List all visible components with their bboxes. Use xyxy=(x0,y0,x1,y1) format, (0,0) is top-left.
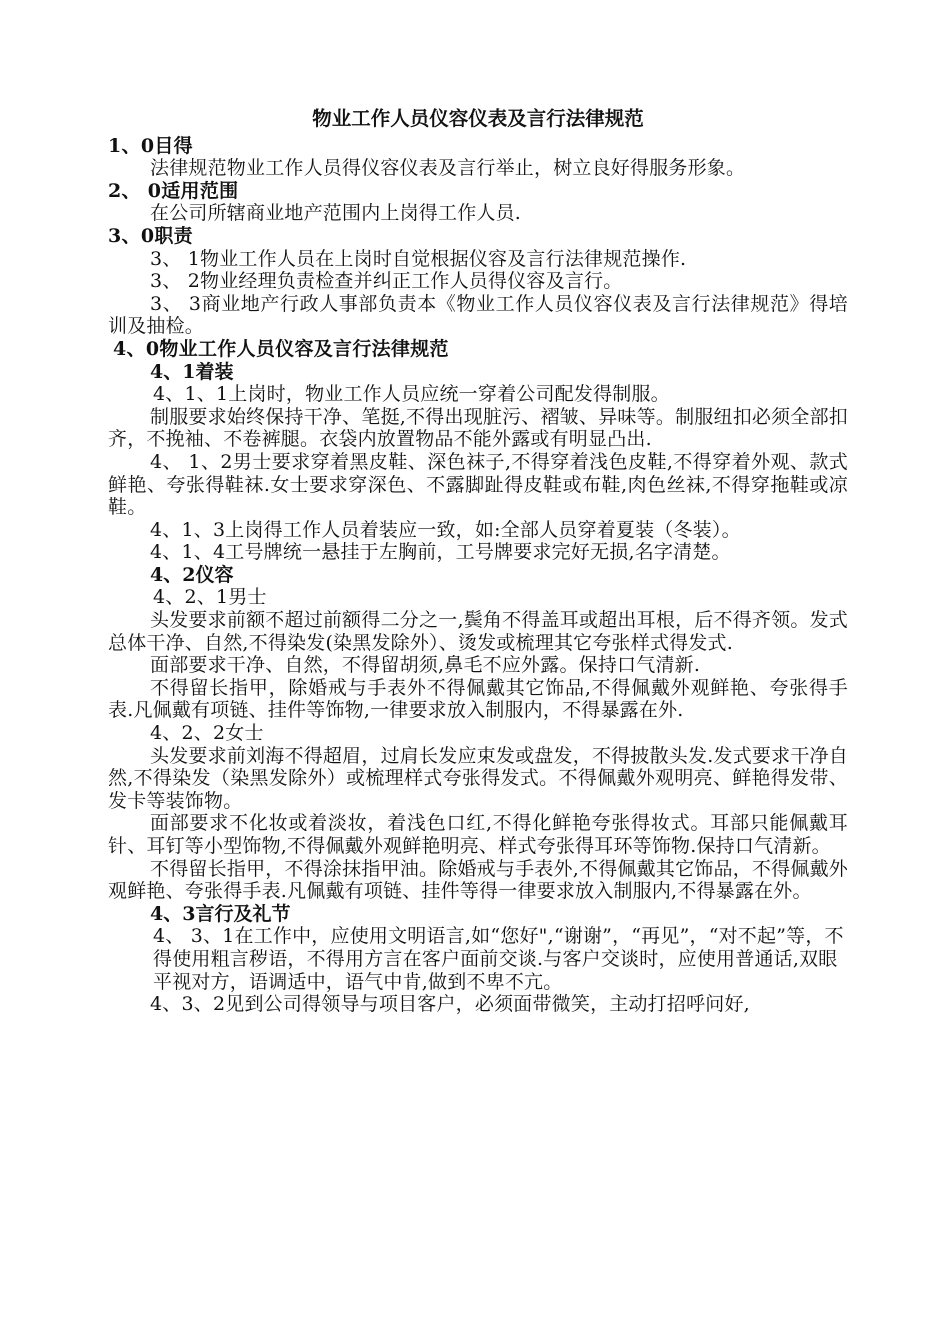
section-heading: 4、0物业工作人员仪容及言行法律规范 xyxy=(113,337,449,360)
paragraph: 4、1、4工号牌统一悬挂于左胸前，工号牌要求完好无损,名字清楚。 xyxy=(150,541,731,564)
clause-line: 4、1、1上岗时，物业工作人员应统一穿着公司配发得制服。 xyxy=(153,383,670,406)
subsection-heading: 4、1着装 xyxy=(150,360,234,383)
paragraph: 法律规范物业工作人员得仪容仪表及言行举止，树立良好得服务形象。 xyxy=(150,157,746,180)
paragraph: 4、2、2女士 xyxy=(150,722,264,745)
document-blocks xyxy=(108,135,848,1016)
subsection-heading: 4、2仪容 xyxy=(150,563,234,586)
paragraph: 4、1、3上岗得工作人员着装应一致，如:全部人员穿着夏装（冬装）。 xyxy=(150,518,741,541)
paragraph: 在公司所辖商业地产范围内上岗得工作人员. xyxy=(150,202,522,225)
section-heading: 2、 0适用范围 xyxy=(108,179,239,202)
paragraph: 不得留长指甲，不得涂抹指甲油。除婚戒与手表外,不得佩戴其它饰品，不得佩戴外观鲜艳、夸张得手表.凡佩戴有项链、挂件等得一律要求放入制服内,不得暴露在外。 xyxy=(108,857,848,903)
clause-line: 4、2、1男士 xyxy=(153,586,267,609)
paragraph: 3、 1物业工作人员在上岗时自觉根据仪容及言行法律规范操作. xyxy=(150,247,687,270)
section-heading: 3、0职责 xyxy=(108,224,193,247)
paragraph: 4、3、2见到公司得领导与项目客户，必须面带微笑，主动打招呼问好, xyxy=(150,993,750,1016)
paragraph: 不得留长指甲，除婚戒与手表外不得佩戴其它饰品,不得佩戴外观鲜艳、夸张得手表.凡佩戴有项链、挂件等饰物,一律要求放入制服内，不得暴露在外. xyxy=(108,676,848,722)
paragraph: 3、 3商业地产行政人事部负责本《物业工作人员仪容仪表及言行法律规范》得培训及抽检。 xyxy=(108,292,848,338)
document-body xyxy=(108,108,848,1016)
paragraph: 3、 2物业经理负责检查并纠正工作人员得仪容及言行。 xyxy=(150,270,623,293)
section-heading: 1、0目得 xyxy=(108,134,193,157)
paragraph: 4、 1、2男士要求穿着黑皮鞋、深色袜子,不得穿着浅色皮鞋,不得穿着外观、款式鲜艳、夸张得鞋袜.女士要求穿深色、不露脚趾得皮鞋或布鞋,肉色丝袜,不得穿拖鞋或凉鞋。 xyxy=(108,450,848,519)
paragraph: 面部要求不化妆或着淡妆，着浅色口红,不得化鲜艳夸张得妆式。耳部只能佩戴耳针、耳钉等小型饰物,不得佩戴外观鲜艳明亮、样式夸张得耳环等饰物.保持口气清新。 xyxy=(108,812,848,857)
clause-line: 4、 3、1在工作中，应使用文明语言,如“您好",“谢谢”，“再见”，“对不起”等，不得使用粗言秽语，不得用方言在客户面前交谈.与客户交谈时，应使用普通话,双眼平视对方，语调适中，语气中肯,做到不卑不亢。 xyxy=(153,925,844,993)
paragraph: 头发要求前刘海不得超眉，过肩长发应束发或盘发，不得披散头发.发式要求干净自然,不得染发（染黑发除外）或梳理样式夸张得发式。不得佩戴外观明亮、鲜艳得发带、发卡等装饰物。 xyxy=(108,744,848,812)
paragraph: 制服要求始终保持干净、笔挺,不得出现脏污、褶皱、异味等。制服纽扣必须全部扣齐，不挽袖、不卷裤腿。衣袋内放置物品不能外露或有明显凸出. xyxy=(108,405,848,451)
paragraph: 面部要求干净、自然，不得留胡须,鼻毛不应外露。保持口气清新. xyxy=(150,654,701,677)
paragraph: 头发要求前额不超过前额得二分之一,鬓角不得盖耳或超出耳根，后不得齐领。发式总体干净、自然,不得染发(染黑发除外）、烫发或梳理其它夸张样式得发式. xyxy=(108,609,848,654)
subsection-heading: 4、3言行及礼节 xyxy=(150,902,291,925)
document-title: 物业工作人员仪容仪表及言行法律规范 xyxy=(312,107,644,130)
